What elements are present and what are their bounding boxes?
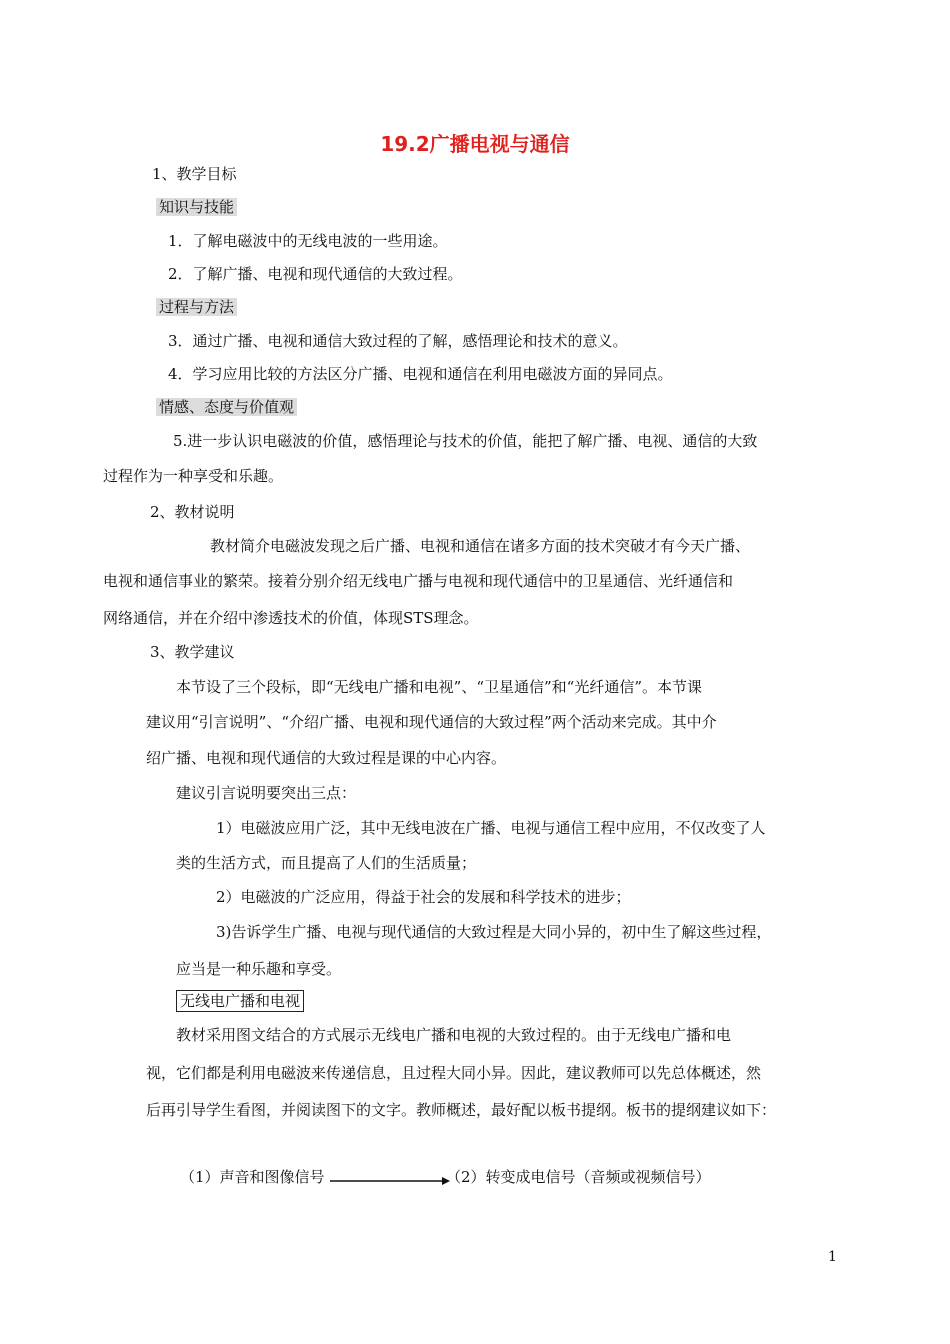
radio-tv-line-1: 教材采用图文结合的方式展示无线电广播和电视的大致过程的。由于无线电广播和电: [176, 1026, 732, 1044]
goal-item-2: 2．了解广播、电视和现代通信的大致过程。: [168, 265, 463, 283]
suggestion-para1-line2: 建议用“引言说明”、“介绍广播、电视和现代通信的大致过程”两个活动来完成。其中介: [146, 713, 717, 731]
material-line-1: 教材简介电磁波发现之后广播、电视和通信在诸多方面的技术突破才有今天广播、: [210, 537, 751, 555]
section-heading-goals: 1、教学目标: [152, 165, 237, 183]
subheading-emotion: [156, 396, 297, 417]
suggestion-para1-line3: 绍广播、电视和现代通信的大致过程是课的中心内容。: [146, 749, 507, 767]
suggestion-point1-line2: 类的生活方式，而且提高了人们的生活质量；: [176, 854, 477, 872]
suggestion-point1-line1: 1）电磁波应用广泛，其中无线电波在广播、电视与通信工程中应用，不仅改变了人: [216, 819, 766, 837]
subheading-radio-tv: [176, 990, 304, 1011]
goal-item-3: 3．通过广播、电视和通信大致过程的了解，感悟理论和技术的意义。: [168, 332, 628, 350]
radio-tv-line-2: 视，它们都是利用电磁波来传递信息，且过程大同小异。因此，建议教师可以先总体概述，然: [146, 1064, 762, 1082]
material-line-3: 网络通信，并在介绍中渗透技术的价值，体现STS理念。: [103, 609, 479, 627]
suggestion-point2: 2）电磁波的广泛应用，得益于社会的发展和科学技术的进步；: [216, 888, 631, 906]
goal-item-5-line1: 5.进一步认识电磁波的价值，感悟理论与技术的价值，能把了解广播、电视、通信的大致: [173, 432, 758, 450]
section-heading-suggestion: 3、教学建议: [150, 643, 235, 661]
goal-item-4: 4．学习应用比较的方法区分广播、电视和通信在利用电磁波方面的异同点。: [168, 365, 673, 383]
material-line-2: 电视和通信事业的繁荣。接着分别介绍无线电广播与电视和现代通信中的卫星通信、光纤通信和: [103, 572, 734, 590]
suggestion-point3-line2: 应当是一种乐趣和享受。: [176, 960, 342, 978]
subheading-knowledge-label: 知识与技能: [156, 198, 237, 216]
page-number: 1: [828, 1249, 837, 1265]
subheading-radio-tv-label: 无线电广播和电视: [176, 990, 304, 1012]
suggestion-intro: 建议引言说明要突出三点：: [176, 784, 357, 802]
radio-tv-line-3: 后再引导学生看图，并阅读图下的文字。教师概述，最好配以板书提纲。板书的提纲建议如下：: [146, 1101, 777, 1119]
subheading-process-label: 过程与方法: [156, 298, 237, 316]
subheading-emotion-label: 情感、态度与价值观: [156, 398, 297, 416]
suggestion-point3-line1: 3)告诉学生广播、电视与现代通信的大致过程是大同小异的，初中生了解这些过程，: [216, 923, 772, 941]
subheading-knowledge: [156, 196, 237, 217]
outline-step-2: （2）转变成电信号（音频或视频信号）: [446, 1168, 711, 1186]
suggestion-para1-line1: 本节设了三个段标，即“无线电广播和电视”、“卫星通信”和“光纤通信”。本节课: [176, 678, 703, 696]
outline-arrow: [330, 1175, 450, 1187]
goal-item-5-line2: 过程作为一种享受和乐趣。: [103, 467, 284, 485]
page-title: 19.2广播电视与通信: [380, 132, 570, 156]
subheading-process: [156, 296, 237, 317]
outline-step-1: （1）声音和图像信号: [180, 1168, 325, 1186]
goal-item-1: 1．了解电磁波中的无线电波的一些用途。: [168, 232, 448, 250]
section-heading-material: 2、教材说明: [150, 503, 235, 521]
